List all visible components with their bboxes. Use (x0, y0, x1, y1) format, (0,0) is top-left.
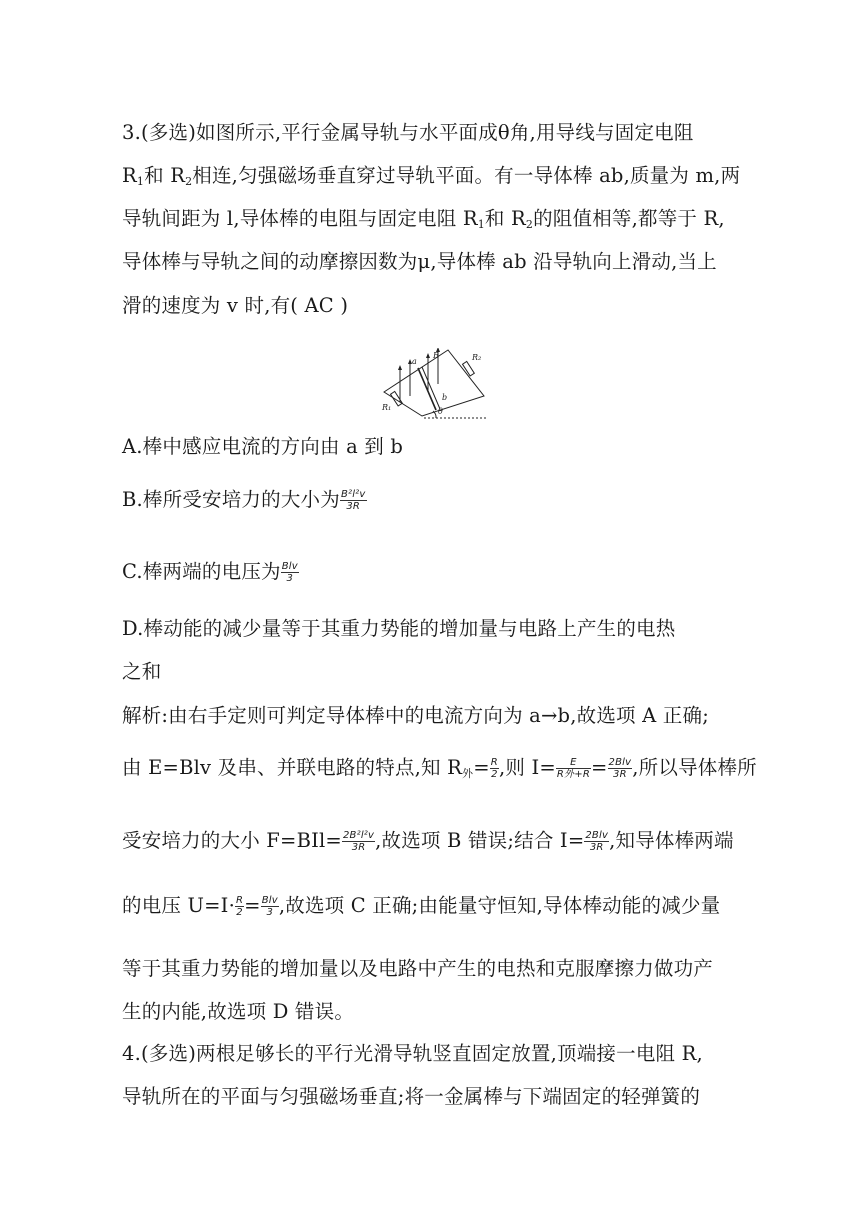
label-R2: R₂ (472, 353, 482, 362)
solution-line-5: 等于其重力势能的增加量以及电路中产生的电热和克服摩擦力做功产 (122, 957, 714, 980)
solution-line-4: 的电压 U=I· $\frac{R}{2}$ = $\frac{\text{Blv}}{3}$ ,故选项 C 正确;由能量守恒知,导体棒动能的减少量 (122, 894, 721, 918)
option-b: B.棒所受安培力的大小为 $\frac{\text{B²l²v}}{3R}$ (122, 488, 366, 512)
resistor-r2 (463, 361, 475, 375)
option-d-line-2: 之和 (122, 660, 162, 683)
q3-line-1: 3.(多选)如图所示,平行金属导轨与水平面成θ角,用导线与固定电阻 (122, 121, 694, 144)
label-R1: R₁ (382, 403, 392, 412)
solution-line-1: 解析:由右手定则可判定导体棒中的电流方向为 a→b,故选项 A 正确; (122, 704, 709, 727)
q4-line-1: 4.(多选)两根足够长的平行光滑导轨竖直固定放置,顶端接一电阻 R, (122, 1042, 703, 1065)
solution-line-3: 受安培力的大小 F=BIl= $\frac{\text{2B²l²v}}{3R}$ ,故选项 B 错误;结合 I= $\frac{\text{2Blv}}{3R}$ ,知导体棒两端 (122, 829, 734, 853)
label-a: a (412, 357, 417, 366)
option-d-line-1: D.棒动能的减少量等于其重力势能的增加量与电路上产生的电热 (122, 617, 676, 640)
option-c: C.棒两端的电压为 $\frac{\text{Blv}}{3}$ (122, 560, 298, 584)
solution-line-2: 由 E=Blv 及串、并联电路的特点,知 $R_外=$ $\frac{R}{2}$ ,则 I= $\frac{E}{\text{R外+R}}$ = $\frac{\text{2Blv}}{3R}$ ,所以导体棒所 (122, 756, 757, 780)
q4-line-2: 导轨所在的平面与匀强磁场垂直;将一金属棒与下端固定的轻弹簧的 (122, 1085, 701, 1108)
q3-line-5: 滑的速度为 v 时,有( AC ) (122, 294, 349, 317)
q3-line-4: 导体棒与导轨之间的动摩擦因数为μ,导体棒 ab 沿导轨向上滑动,当上 (122, 250, 717, 273)
inclined-rails-figure (378, 348, 490, 420)
resistor-r1 (391, 391, 403, 405)
rod-ab-edge (422, 367, 440, 409)
rod-ab (418, 368, 436, 410)
q3-line-3: 导轨间距为 l,导体棒的电阻与固定电阻 $R_1$和 $R_2$的阻值相等,都等于 R, (122, 207, 725, 231)
solution-line-6: 生的内能,故选项 D 错误。 (122, 1000, 355, 1023)
label-B: B (433, 351, 439, 360)
option-a: A.棒中感应电流的方向由 a 到 b (122, 435, 404, 458)
q3-line-2: $R_1$和 $R_2$相连,匀强磁场垂直穿过导轨平面。有一导体棒 ab,质量为 m,两 (122, 164, 741, 188)
option-b-fraction: $\frac{\text{B²l²v}}{3R}$ (340, 489, 366, 512)
label-theta: θ (438, 407, 443, 416)
label-b: b (442, 393, 448, 402)
option-c-fraction: $\frac{\text{Blv}}{3}$ (281, 561, 298, 584)
